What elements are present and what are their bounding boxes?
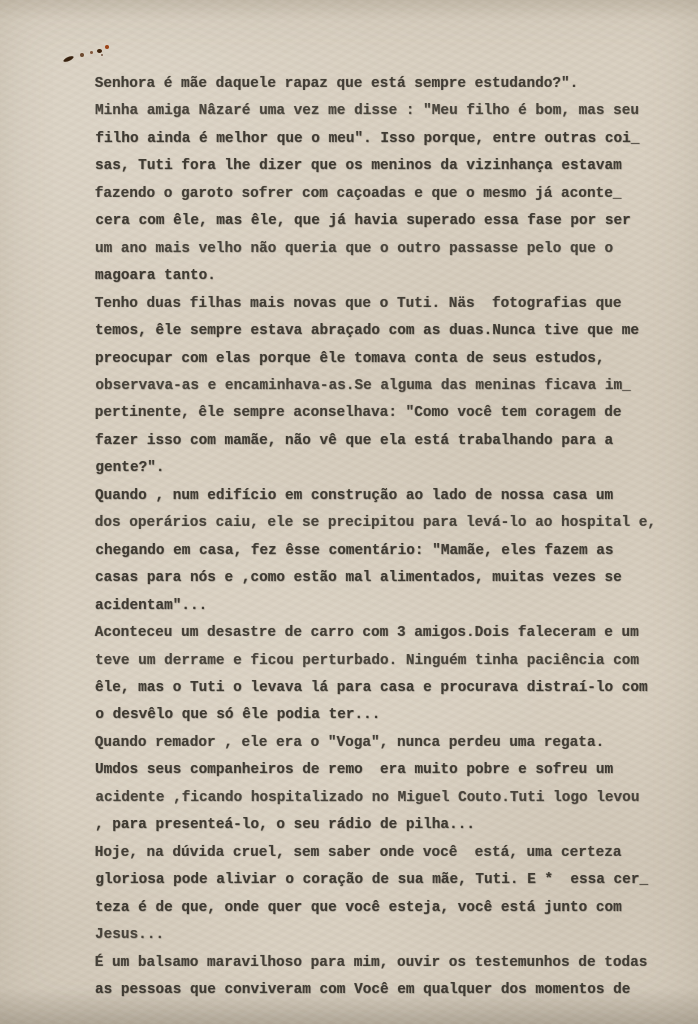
text-line: Hoje, na dúvida cruel, sem saber onde você está, uma certeza bbox=[94, 844, 622, 861]
text-line: filho ainda é melhor que o meu". Isso porque, entre outras coi_ bbox=[95, 131, 640, 148]
text-line: Aconteceu um desastre de carro com 3 amigos.Dois faleceram e um bbox=[94, 624, 639, 641]
text-line: as pessoas que conviveram com Você em qualquer dos momentos de bbox=[95, 981, 631, 998]
text-line: preocupar com elas porque êle tomava conta de seus estudos, bbox=[95, 350, 605, 367]
text-line: acidente ,ficando hospitalizado no Miguel Couto.Tuti logo levou bbox=[95, 789, 640, 806]
text-line: um ano mais velho não queria que o outro passasse pelo que o bbox=[95, 240, 614, 257]
ink-smudge bbox=[60, 42, 118, 66]
text-line: chegando em casa, fez êsse comentário: "Mamãe, eles fazem as bbox=[95, 542, 614, 559]
text-line: gloriosa pode aliviar o coração de sua mãe, Tuti. E * essa cer_ bbox=[95, 872, 649, 889]
text-line: o desvêlo que só êle podia ter... bbox=[95, 707, 381, 724]
text-line: Quando , num edifício em construção ao lado de nossa casa um bbox=[95, 487, 614, 504]
text-line: acidentam"... bbox=[95, 597, 208, 614]
text-line: pertinente, êle sempre aconselhava: "Como você tem coragem de bbox=[94, 405, 622, 422]
text-line: êle, mas o Tuti o levava lá para casa e procurava distraí-lo com bbox=[95, 679, 648, 696]
text-line: cera com êle, mas êle, que já havia superado essa fase por ser bbox=[95, 213, 631, 230]
text-line: gente?". bbox=[95, 460, 165, 477]
text-line: teza é de que, onde quer que você esteja, você está junto com bbox=[95, 899, 622, 916]
text-line: Jesus... bbox=[95, 927, 165, 944]
text-line: dos operários caiu, ele se precipitou para levá-lo ao hospital e, bbox=[94, 515, 657, 532]
text-line: magoara tanto. bbox=[95, 268, 216, 285]
text-line: Quando remador , ele era o "Voga", nunca perdeu uma regata. bbox=[94, 734, 605, 751]
text-line: temos, êle sempre estava abraçado com as duas.Nunca tive que me bbox=[95, 323, 640, 340]
text-line: sas, Tuti fora lhe dizer que os meninos da vizinhança estavam bbox=[95, 158, 622, 175]
text-line: Minha amiga Nâzaré uma vez me disse : "Meu filho é bom, mas seu bbox=[95, 103, 640, 120]
text-line: fazer isso com mamãe, não vê que ela está trabalhando para a bbox=[95, 432, 614, 449]
text-line: teve um derrame e ficou perturbado. Ninguém tinha paciência com bbox=[95, 652, 640, 669]
text-line: observava-as e encaminhava-as.Se alguma das meninas ficava im_ bbox=[95, 378, 631, 395]
letter-body bbox=[95, 71, 685, 1004]
text-line: É um balsamo maravilhoso para mim, ouvir os testemunhos de todas bbox=[94, 954, 648, 971]
text-line: , para presenteá-lo, o seu rádio de pilha... bbox=[95, 817, 475, 834]
text-line: Senhora é mãe daquele rapaz que está sempre estudando?". bbox=[94, 75, 579, 92]
text-line: Tenho duas filhas mais novas que o Tuti. Näs fotografias que bbox=[94, 295, 622, 312]
text-line: casas para nós e ,como estão mal alimentados, muitas vezes se bbox=[95, 570, 622, 587]
text-line: fazendo o garoto sofrer com caçoadas e que o mesmo já aconte_ bbox=[94, 185, 622, 202]
text-line: Umdos seus companheiros de remo era muito pobre e sofreu um bbox=[95, 762, 614, 779]
